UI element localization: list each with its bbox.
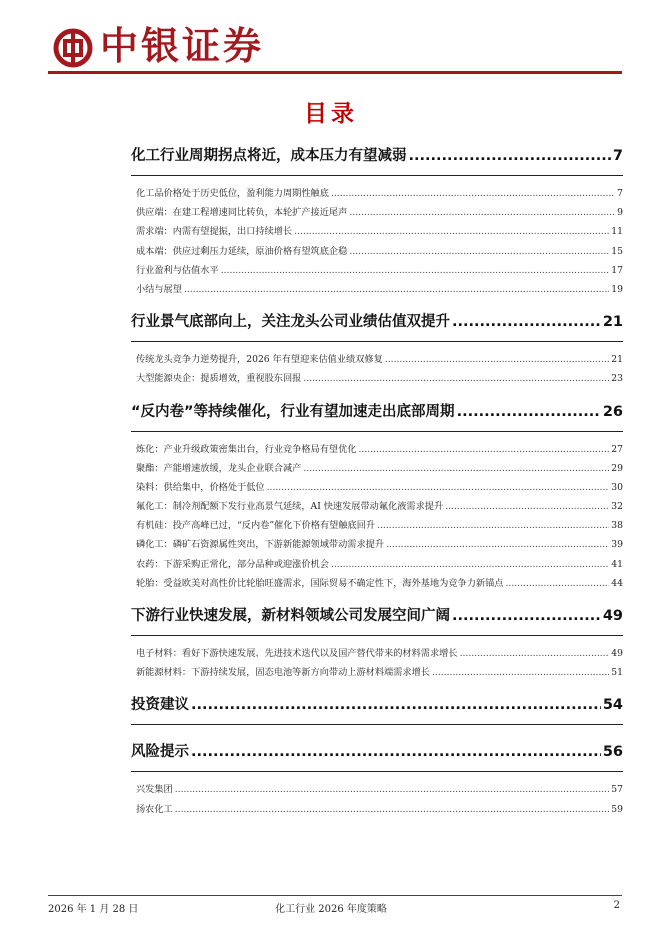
dot-leader	[267, 478, 610, 497]
footer-doc-title: 化工行业 2026 年度策略	[275, 904, 387, 915]
toc-subsection[interactable]	[131, 369, 623, 388]
page-title: 目录	[304, 101, 358, 127]
toc-subsection[interactable]	[131, 516, 623, 535]
toc-subsection-list	[131, 341, 623, 394]
toc-subsection-page-number: 59	[611, 803, 623, 815]
toc-subsection[interactable]	[131, 644, 623, 663]
dot-leader	[175, 800, 610, 819]
dot-leader	[452, 311, 601, 333]
toc-subsection-list	[131, 635, 623, 688]
toc-section-title: 行业景气底部向上，关注龙头公司业绩估值双提升	[131, 314, 450, 331]
toc-subsection[interactable]	[131, 261, 623, 280]
page-header	[0, 0, 662, 80]
dot-leader	[191, 694, 601, 716]
toc-subsection-page-number: 21	[611, 354, 623, 366]
dot-leader	[506, 574, 610, 593]
dot-leader	[303, 369, 609, 388]
toc-section-page-number: 21	[602, 314, 623, 331]
footer-date: 2026 年 1 月 28 日	[48, 904, 139, 915]
dot-leader	[331, 184, 615, 203]
toc-subsection-list	[131, 771, 623, 824]
dot-leader	[385, 350, 609, 369]
toc-subsection-page-number: 32	[611, 501, 623, 513]
toc-subsection-title: 轮胎：受益欧美对高性价比轮胎旺盛需求，国际贸易不确定性下，海外基地为竞争力新锚点	[136, 577, 504, 589]
dot-leader	[349, 203, 615, 222]
toc-section[interactable]	[131, 605, 623, 627]
toc-subsection[interactable]	[131, 222, 623, 241]
toc-subsection-title: 行业盈利与估值水平	[136, 264, 219, 276]
dot-leader	[445, 497, 609, 516]
bank-of-china-logo-icon	[53, 28, 93, 68]
toc-subsection-title: 扬农化工	[136, 803, 173, 815]
toc-section-title: “反内卷”等持续催化，行业有望加速走出底部周期	[131, 403, 455, 420]
toc-subsection[interactable]	[131, 780, 623, 799]
table-of-contents	[131, 141, 623, 831]
toc-subsection-page-number: 23	[611, 373, 623, 385]
dot-leader	[386, 535, 609, 554]
toc-subsection-list	[131, 431, 623, 600]
toc-section-page-number: 49	[602, 608, 623, 624]
toc-subsection-title: 需求端：内需有望提振，出口持续增长	[136, 226, 293, 238]
toc-subsection[interactable]	[131, 184, 623, 203]
toc-subsection-page-number: 51	[611, 667, 623, 679]
toc-subsection-page-number: 7	[617, 188, 623, 199]
toc-subsection[interactable]	[131, 574, 623, 593]
dot-leader	[184, 280, 609, 299]
toc-subsection-page-number: 27	[611, 443, 623, 455]
toc-subsection-list	[131, 724, 623, 725]
brand-name: 中银证券	[100, 24, 265, 68]
toc-subsection-title: 大型能源央企：提质增效，重视股东回报	[136, 373, 302, 385]
toc-subsection-page-number: 9	[617, 207, 623, 219]
toc-subsection-title: 染料：供给集中，价格处于低位	[136, 481, 265, 493]
toc-section-page-number: 26	[602, 403, 623, 420]
dot-leader	[175, 780, 610, 799]
toc-section-page-number: 56	[602, 744, 623, 761]
toc-subsection-page-number: 15	[611, 245, 623, 257]
toc-section[interactable]	[131, 311, 623, 333]
dot-leader	[294, 222, 609, 241]
toc-section[interactable]	[131, 694, 623, 716]
dot-leader	[457, 401, 601, 423]
toc-subsection-page-number: 44	[611, 577, 623, 589]
toc-subsection[interactable]	[131, 800, 623, 819]
dot-leader	[452, 605, 601, 627]
toc-subsection-title: 兴发集团	[136, 784, 173, 796]
toc-subsection-title: 有机硅：投产高峰已过，“反内卷”催化下价格有望触底回升	[136, 520, 376, 532]
footer-page-number: 2	[613, 900, 620, 911]
toc-subsection-list	[131, 175, 623, 305]
toc-section[interactable]	[131, 741, 623, 763]
toc-subsection-title: 新能源材料：下游持续发展，固态电池等新方向带动上游材料端需求增长	[136, 667, 430, 679]
toc-subsection-page-number: 57	[611, 784, 623, 796]
toc-subsection-page-number: 39	[611, 539, 623, 551]
dot-leader	[191, 741, 601, 763]
toc-section-title: 风险提示	[131, 744, 189, 761]
toc-section-title: 化工行业周期拐点将近，成本压力有望减弱	[131, 148, 407, 164]
header-divider	[48, 71, 622, 74]
toc-subsection-page-number: 30	[611, 481, 623, 493]
toc-section-page-number: 54	[602, 697, 623, 714]
toc-subsection-page-number: 17	[611, 264, 623, 276]
toc-subsection-title: 农药：下游采购正常化，部分品种或迎涨价机会	[136, 558, 329, 570]
toc-subsection[interactable]	[131, 478, 623, 497]
toc-subsection-page-number: 19	[611, 283, 623, 295]
toc-subsection[interactable]	[131, 203, 623, 222]
toc-subsection[interactable]	[131, 663, 623, 682]
toc-section-page-number: 7	[612, 148, 623, 164]
toc-subsection-title: 氟化工：制冷剂配额下发行业高景气延续，AI 快速发展带动氟化液需求提升	[136, 501, 444, 513]
dot-leader	[409, 145, 611, 167]
toc-section[interactable]	[131, 145, 623, 167]
toc-section-title: 下游行业快速发展，新材料领域公司发展空间广阔	[131, 608, 450, 624]
dot-leader	[359, 440, 610, 459]
toc-subsection-page-number: 41	[611, 558, 623, 570]
toc-subsection[interactable]	[131, 459, 623, 478]
toc-subsection-title: 电子材料：看好下游快速发展、先进技术迭代以及国产替代带来的材料需求增长	[136, 648, 458, 659]
toc-subsection-title: 传统龙头竞争力逆势提升，2026 年有望迎来估值业绩双修复	[136, 354, 383, 366]
toc-section-title: 投资建议	[131, 697, 189, 714]
dot-leader	[349, 242, 609, 261]
toc-subsection-page-number: 29	[611, 462, 623, 474]
toc-subsection[interactable]	[131, 350, 623, 369]
toc-subsection-title: 聚酯：产能增速放缓，龙头企业联合减产	[136, 462, 302, 474]
toc-subsection[interactable]	[131, 242, 623, 261]
dot-leader	[331, 555, 609, 574]
dot-leader	[460, 644, 610, 663]
toc-subsection[interactable]	[131, 535, 623, 554]
toc-subsection-title: 供应端：在建工程增速同比转负，本轮扩产接近尾声	[136, 207, 348, 219]
toc-subsection[interactable]	[131, 440, 623, 459]
footer-divider	[48, 895, 622, 896]
toc-subsection-title: 成本端：供应过剩压力延续，原油价格有望筑底企稳	[136, 245, 348, 257]
dot-leader	[377, 516, 609, 535]
toc-subsection[interactable]	[131, 280, 623, 299]
toc-subsection-page-number: 38	[611, 520, 623, 532]
dot-leader	[221, 261, 610, 280]
toc-subsection-title: 小结与展望	[136, 283, 182, 295]
dot-leader	[432, 663, 609, 682]
toc-subsection-title: 化工品价格处于历史低位，盈利能力周期性触底	[136, 188, 329, 199]
toc-section[interactable]	[131, 401, 623, 423]
toc-subsection-page-number: 11	[611, 226, 623, 238]
toc-subsection[interactable]	[131, 497, 623, 516]
toc-subsection[interactable]	[131, 555, 623, 574]
dot-leader	[303, 459, 609, 478]
toc-subsection-page-number: 49	[611, 648, 623, 659]
toc-subsection-title: 炼化：产业升级政策密集出台，行业竞争格局有望优化	[136, 443, 357, 455]
toc-subsection-title: 磷化工：磷矿石资源属性突出，下游新能源领域带动需求提升	[136, 539, 385, 551]
